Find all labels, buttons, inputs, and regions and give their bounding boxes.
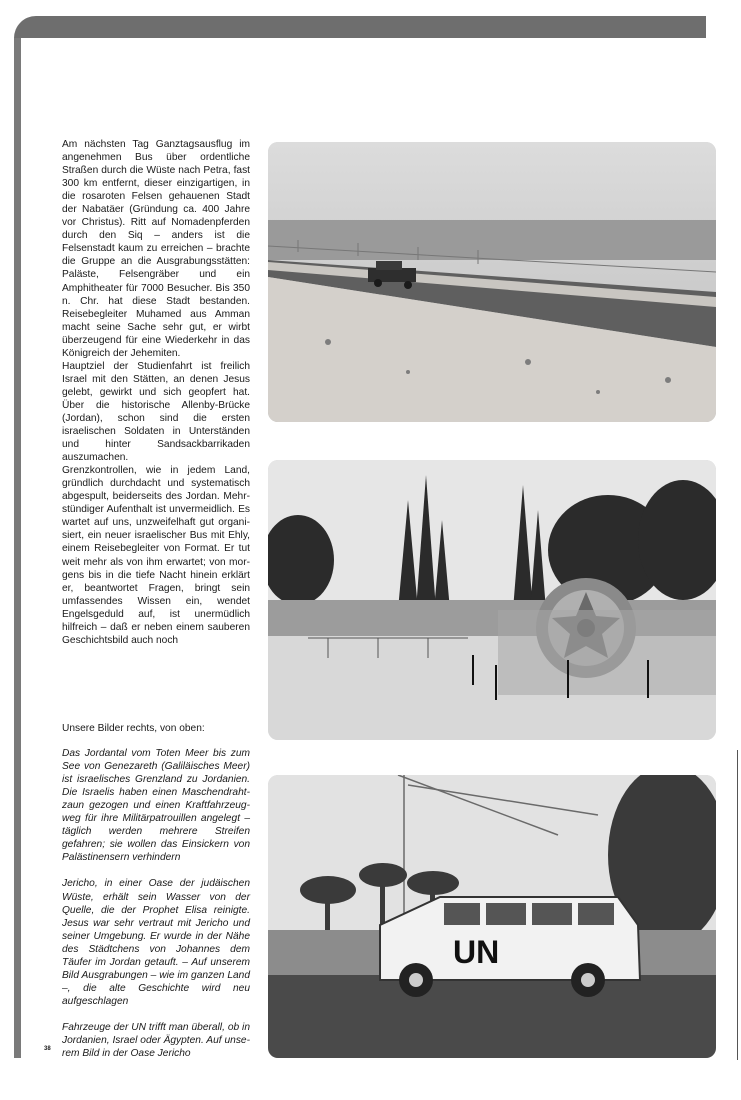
photo-jordan-valley-border bbox=[268, 142, 716, 422]
un-marking: UN bbox=[453, 934, 500, 970]
photo-jericho-excavations bbox=[268, 460, 716, 740]
caption-jericho-excavations: Jericho, in einer Oase der judäischen Wüste, erhält sein Wasser von der Quelle, die der Prophet Elisa reinigte. Jesus war sehr vertraut mit Jericho und seiner Umgebung. Er wurde in der Nähe des Städtchens von Johannes dem Täufer im Jordan getauft. – Auf unserem Bild Ausgrabungen – wie im ganzen Land –, die alte Geschichte wird neu aufgeschlagen bbox=[62, 878, 250, 1007]
top-decorative-band bbox=[14, 16, 706, 38]
photo-jordan-valley-image bbox=[268, 142, 716, 422]
page-number: 38 bbox=[44, 1046, 51, 1052]
left-decorative-bar bbox=[14, 38, 21, 1058]
photo-un-vehicle-image bbox=[268, 775, 716, 1058]
right-margin-rule bbox=[737, 750, 738, 1060]
photo-captions bbox=[62, 722, 250, 1073]
article-paragraph: Hauptziel der Studienfahrt ist freilich Israel mit den Stätten, an denen Jesus gelebt, gewirkt und sich geopfert hat. Über die historische Allenby-Brücke (Jordan), schon sind die ersten israelischen Soldaten in Unterständen und hinter Sandsackbarrikaden auszumachen. bbox=[62, 360, 250, 464]
article-body bbox=[62, 138, 250, 647]
captions-heading: Unsere Bilder rechts, von oben: bbox=[62, 723, 205, 734]
photo-un-vehicle bbox=[268, 775, 716, 1058]
caption-jordan-valley: Das Jordantal vom Toten Meer bis zum See von Genezareth (Galiläisches Meer) ist israelisches Grenzland zu Jordanien. Die Israelis haben einen Maschendrahtzaun gezogen und einen Kraftfahrzeugweg für ihre Militärpatrouillen angelegt – täglich werden mehrere Streifen gefahren; sie wollen das Einsickern von Palästinensern verhindern bbox=[62, 748, 250, 864]
caption-un-vehicle: Fahrzeuge der UN trifft man überall, ob in Jordanien, Israel oder Ägypten. Auf unserem Bild in der Oase Jericho bbox=[62, 1021, 250, 1060]
article-paragraph: Am nächsten Tag Ganztagsausflug im angenehmen Bus über ordentliche Straßen durch die Wüste nach Petra, fast 300 km entfernt, dieser einzigartigen, in die rosaroten Felsen gehauenen Stadt der Nabatäer (Gründung ca. 400 Jahre vor Christus). Ritt auf Nomadenpferden durch den Siq – anders ist die Felsenstadt kaum zu erreichen – brachte die Gruppe an die Ausgrabungsstätten: Paläste, Felsengräber und ein Amphitheater für 7000 Besucher. Bis 350 n. Chr. hat diese Stadt bestanden. Reisebegleiter Muhamed aus Amman macht seine Sache sehr gut, er wirbt überzeugend für eine Wiederkehr in das Königreich der Jehemiten. bbox=[62, 139, 250, 359]
photo-jericho-image bbox=[268, 460, 716, 740]
article-paragraph: Grenzkontrollen, wie in jedem Land, gründlich durchdacht und systematisch abgespult, beiderseits des Jordan. Mehrstündiger Aufenthalt ist unvermeidlich. Es wartet auf uns, unzweifelhaft gut organisiert, ein neuer israelischer Bus mit Ehly, einem Reisebegleiter von Format. Er tut weit mehr als von ihm erwartet; von morgens bis in die tiefe Nacht hinein erklärt er, beantwortet Fragen, bringt sein umfassendes Wissen ein, wendet Engelsgeduld auf, ist unermüdlich hilfreich – daß er neben einem sauberen Geschichtsbild auch noch bbox=[62, 465, 250, 646]
